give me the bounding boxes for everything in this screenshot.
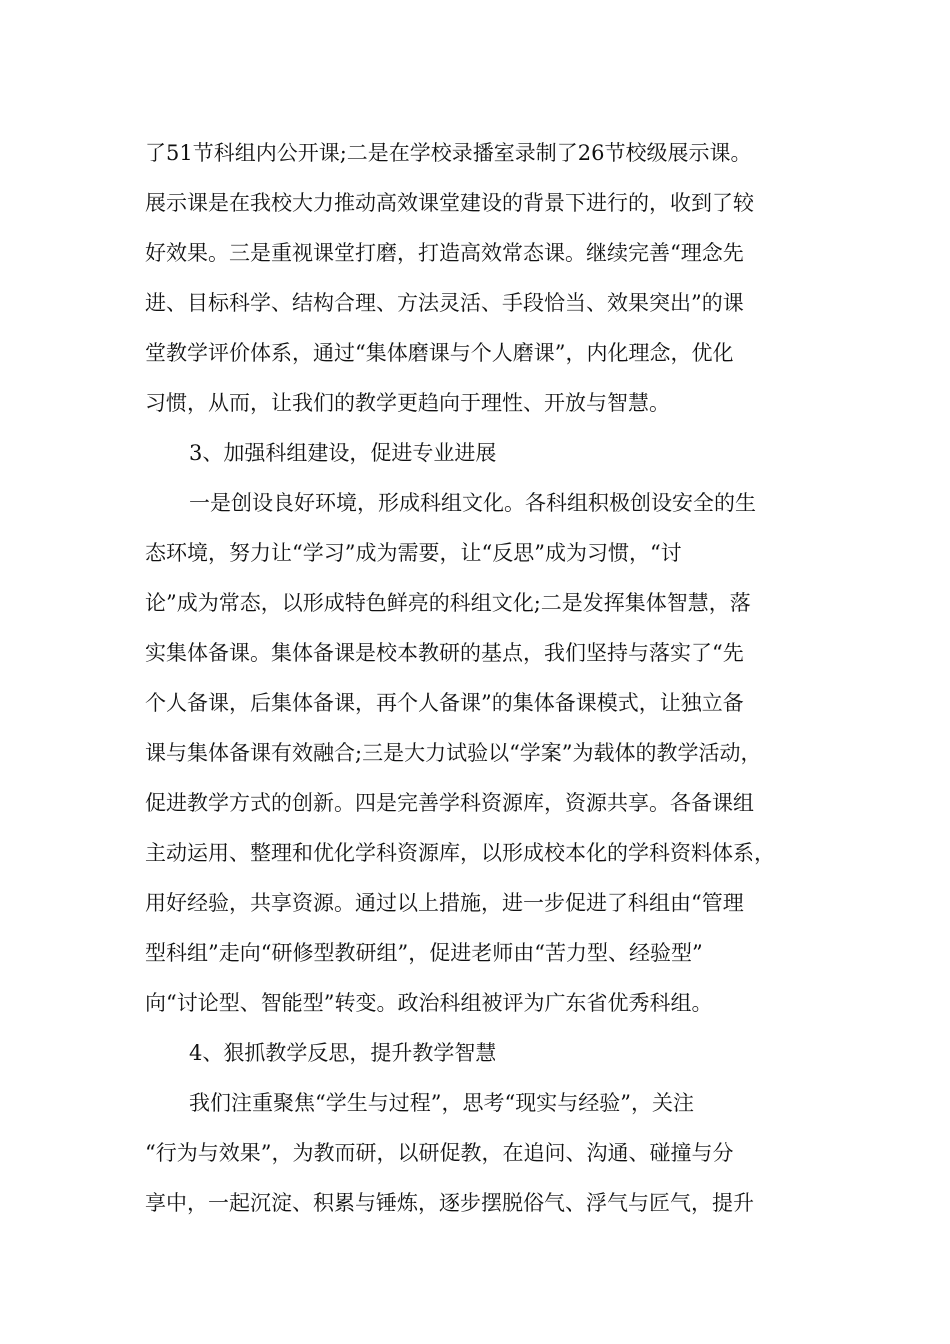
text-line: 向“讨论型、智能型”转变。政治科组被评为广东省优秀科组。 [145, 991, 713, 1015]
text-line: 促进教学方式的创新。四是完善学科资源库，资源共享。各备课组 [145, 791, 754, 815]
text-line: 好效果。三是重视课堂打磨，打造高效常态课。继续完善“理念先 [145, 241, 744, 265]
text-line: 享中，一起沉淀、积累与锤炼，逐步摆脱俗气、浮气与匠气，提升 [145, 1191, 754, 1215]
document-body [145, 128, 810, 1228]
text-line: 用好经验，共享资源。通过以上措施，进一步促进了科组由“管理 [145, 891, 744, 915]
paragraph-first-line: 我们注重聚焦“学生与过程”，思考“现实与经验”，关注 [189, 1091, 694, 1115]
text-line: 堂教学评价体系，通过“集体磨课与个人磨课”，内化理念，优化 [145, 341, 734, 365]
text-line: 主动运用、整理和优化学科资源库，以形成校本化的学科资料体系， [145, 841, 775, 865]
text-line: 论”成为常态，以形成特色鲜亮的科组文化;二是发挥集体智慧，落 [145, 591, 751, 615]
paragraph-first-line: 一是创设良好环境，形成科组文化。各科组积极创设安全的生 [189, 491, 756, 515]
section-heading-3: 3、加强科组建设，促进专业进展 [189, 441, 497, 465]
text-line: 个人备课，后集体备课，再个人备课”的集体备课模式，让独立备 [145, 691, 744, 715]
text-line: 进、目标科学、结构合理、方法灵活、手段恰当、效果突出”的课 [145, 291, 744, 315]
text-line: “行为与效果”，为教而研，以研促教，在追问、沟通、碰撞与分 [145, 1141, 734, 1165]
text-line: 了51节科组内公开课;二是在学校录播室录制了26节校级展示课。 [145, 141, 752, 165]
text-line: 展示课是在我校大力推动高效课堂建设的背景下进行的，收到了较 [145, 191, 754, 215]
text-line: 课与集体备课有效融合;三是大力试验以“学案”为载体的教学活动， [145, 741, 762, 765]
text-line: 习惯，从而，让我们的教学更趋向于理性、开放与智慧。 [145, 391, 670, 415]
text-line: 实集体备课。集体备课是校本教研的基点，我们坚持与落实了“先 [145, 641, 744, 665]
text-line: 型科组”走向“研修型教研组”，促进老师由“苦力型、经验型” [145, 941, 703, 965]
text-line: 态环境，努力让“学习”成为需要，让“反思”成为习惯，“讨 [145, 541, 682, 565]
section-heading-4: 4、狠抓教学反思，提升教学智慧 [189, 1041, 497, 1065]
